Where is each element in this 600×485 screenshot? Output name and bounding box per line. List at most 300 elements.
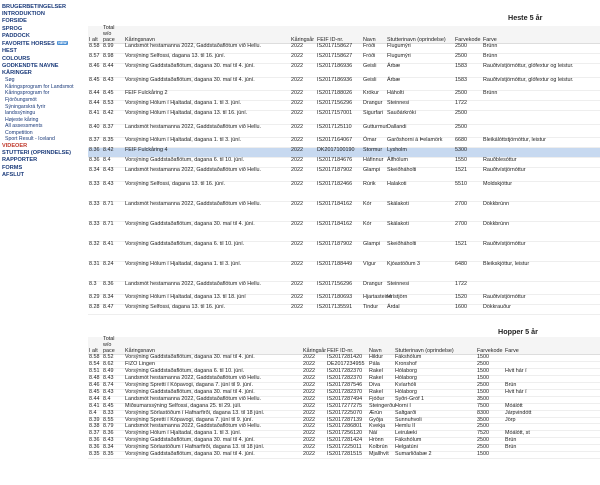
sidebar-item-label: FORMS [2,164,23,171]
table-cell: Hólaborg [394,376,476,383]
table-cell: Geisli [362,64,386,78]
table-cell: Landsmót hestamanna 2022, Gaddstaðaflötum við Hellu. [124,376,302,383]
hopper-table [88,337,600,459]
table-cell: 2022 [302,383,326,390]
table-cell: FEIF Fulckåring 4 [124,148,290,158]
table-cell: 8.31 [88,261,102,281]
sidebar-item-23[interactable] [0,165,82,172]
table-cell: Gyðja [368,417,394,424]
table-cell: IS2017287494 [326,396,368,403]
table-cell: 8.41 [88,111,102,125]
table-cell: Landsmót hestamanna 2022, Gaddstaðaflötum við Hellu. [124,396,302,403]
table-cell: 2700 [454,201,482,221]
table-cell: Drangur [362,101,386,111]
table-cell: 8.55 [102,417,124,424]
table-cell: 3500 [476,417,504,424]
table-cell: 1521 [454,168,482,182]
table-cell: 2500 [476,438,504,445]
table-cell: Hólaborg [394,389,476,396]
sidebar-item-0[interactable] [0,4,82,11]
sidebar-item-5[interactable] [0,40,82,48]
table-cell: 2022 [290,221,316,241]
table-cell: Vorsýning Sörlastöðum í Hafnarfirði, dagana 13. til 18 júní. [124,410,302,417]
table-cell: IS2017182466 [316,181,362,201]
table-cell: 8.47 [102,305,124,315]
table-cell: DE2017234955 [326,362,368,369]
table-cell: IS2017184162 [316,221,362,241]
column-header[interactable]: Total w/o pace [102,26,124,44]
table-cell: Álfhólum [386,158,454,168]
table-cell: FEIF Fulckåring 2 [124,91,290,101]
table-row[interactable] [88,91,600,101]
table-cell: Kjóastöðum 3 [386,261,454,281]
table-cell: 8.51 [88,369,102,376]
table-row[interactable] [88,452,600,459]
table-cell: Ærún [368,410,394,417]
table-cell: Skeiðháholti [386,168,454,182]
sidebar-item-1[interactable] [0,11,82,18]
table-cell: IS2017256120 [326,431,368,438]
table-cell: 8.57 [88,54,102,64]
table-cell: Vorsýning Hólum í Hjaltadal, dagana 13. til 16. júní. [124,111,290,125]
table-cell: IS2017287139 [326,417,368,424]
column-header[interactable]: FEIF ID-nr. [326,337,368,355]
sidebar-item-label: Competition [5,129,33,136]
table-cell: 2022 [290,261,316,281]
table-cell: Vorsýning Selfossi, dagana 13. til 16. júní. [124,181,290,201]
heste-table [88,26,600,315]
sidebar-item-label: Kåringsprogram for [5,90,50,97]
table-cell: Drangur [362,281,386,295]
table-cell: Rauðtvístjörnóttur, glófextur og leistur. [482,64,600,78]
sidebar-item-label: HEST [2,48,17,55]
table-cell: 2022 [302,396,326,403]
sidebar-item-18[interactable] [0,130,82,137]
table-cell: IS2017225070 [326,410,368,417]
table-cell: Kolbrún [368,445,394,452]
table-cell: Hrönn [368,438,394,445]
column-header[interactable]: Farve [482,26,600,44]
table-cell: IS2017186936 [316,77,362,91]
table-cell: 2022 [290,54,316,64]
table-cell: Vorsýning Hólum í Hjaltadal, dagana 1. til 3. júní. [124,101,290,111]
table-cell: 2022 [290,138,316,148]
table-cell: 8.71 [102,201,124,221]
table-cell: Fjóður [368,396,394,403]
sidebar-item-12[interactable] [0,90,82,97]
table-cell: 8.46 [88,64,102,78]
table-cell: Halakoti [386,181,454,201]
table-cell: 2022 [290,281,316,295]
table-cell: Kvíarhóli [394,383,476,390]
table-cell: 8.48 [88,376,102,383]
table-cell: Landsmót hestamanna 2022, Gaddstaðaflötum við Hellu. [124,281,290,295]
table-cell: Glampi [362,168,386,182]
sidebar-item-label: RAPPORTER [2,157,38,164]
table-cell: 8.42 [102,148,124,158]
table-cell: 2022 [302,369,326,376]
table-cell: 8.41 [102,241,124,261]
table-cell: IS2017282370 [326,369,368,376]
table-cell: 8.43 [102,389,124,396]
table-cell: Pála [368,362,394,369]
table-cell: Hrístjörn [386,295,454,305]
table-cell: 8.53 [102,101,124,111]
table-cell: Vorsýning Hólum í Hjaltadal, dagana 13. til 18. júní [124,295,290,305]
table-row[interactable] [88,241,600,261]
table-cell: Vorsýning Spretti í Kópavogi, dagana 7. júní til 9. júní. [124,417,302,424]
sidebar-item-10[interactable] [0,77,82,84]
table-cell: 8.36 [88,438,102,445]
table-cell: Sumarliðabæ 2 [394,452,476,459]
table-cell: 8.36 [88,148,102,158]
table-cell: Brún [504,383,600,390]
table-cell: Skálakoti [386,201,454,221]
table-cell: Skeiðháholti [386,241,454,261]
table-cell: IS2017187902 [316,168,362,182]
table-cell: IS2017158627 [316,54,362,64]
sidebar-item-label: VIDEOER [2,143,28,150]
table-cell: Miðsumarssýning Selfossi, dagana 25. til 29. júlí. [124,403,302,410]
table-cell: IS2017287546 [326,383,368,390]
table-cell: 2022 [290,124,316,138]
table-cell [482,281,600,295]
table-cell: Rauðtvístjörnóttur [482,295,600,305]
table-cell: 2022 [302,403,326,410]
table-cell: Ómar [362,138,386,148]
table-row[interactable] [88,111,600,125]
sidebar-item-22[interactable] [0,157,82,164]
table-cell: Vorsýning Gaddstaðaflötum, dagana 6. til 10. júní. [124,241,290,261]
table-cell: Móálótt [504,403,600,410]
table-cell: 2500 [476,424,504,431]
table-cell: Landsmót hestamanna 2022, Gaddstaðaflötum við Hellu. [124,424,302,431]
table-row[interactable] [88,410,600,417]
table-cell: 8.37 [88,431,102,438]
column-header[interactable]: Navn [368,337,394,355]
table-cell: Kvekja [368,424,394,431]
table-cell: 2022 [290,295,316,305]
table-cell: Hvit hár í [504,389,600,396]
sidebar-item-6[interactable] [0,48,82,55]
sidebar-item-label: STUTTERI (OPRINDELSE) [2,150,71,157]
table-cell: Steingerður [369,402,397,409]
table-cell: Bleikálóttstjörnóttur, leistur [482,138,600,148]
sidebar-item-20[interactable] [0,143,82,150]
table-row[interactable] [88,181,600,201]
sidebar-item-13[interactable] [0,97,82,104]
table-cell: Sigurfari [362,111,386,125]
table-cell: 2022 [290,158,316,168]
table-cell: IS2017281424 [326,438,368,445]
sidebar-item-8[interactable] [0,63,82,70]
table-cell: DK2017100190 [316,148,362,158]
table-cell: Leirulæki [394,431,476,438]
table-cell: 2022 [302,362,326,369]
table-cell: IS2017156296 [316,281,362,295]
table-cell: Landsmót hestamanna 2022, Gaddstaðaflötum við Hellu. [124,168,290,182]
table-cell: 2022 [290,77,316,91]
table-cell: 2022 [290,64,316,78]
table-cell [504,376,600,383]
column-header[interactable]: Kåringsår [290,26,316,44]
sidebar-item-17[interactable] [0,123,82,130]
table-cell: Rakel [368,389,394,396]
table-cell: IS2017281515 [326,452,368,459]
sidebar-item-16[interactable] [0,117,82,124]
table-cell: Glampi [362,241,386,261]
table-cell: 8.33 [102,410,124,417]
table-cell: 8.35 [102,138,124,148]
table-cell: 1500 [476,369,504,376]
column-header[interactable]: Kåringsnavn [124,26,290,44]
table-cell: Landsmót hestamanna 2022, Gaddstaðaflötum við Hellu. [124,201,290,221]
table-cell: 8.36 [88,158,102,168]
table-cell: 8.4 [88,410,102,417]
table-cell: Rúrik [362,181,386,201]
table-cell: Dökkbrúnn [482,221,600,241]
table-cell: Árbæ [386,77,454,91]
table-cell: 2022 [302,452,326,459]
table-cell: 1600 [454,305,482,315]
table-cell: Brúnn [482,91,600,101]
table-cell: 2022 [290,241,316,261]
table-cell: Vorsýning Selfossi, dagana 13. til 16. júní. [124,305,290,315]
table-cell: IS2017188026 [316,91,362,101]
sidebar-item-21[interactable] [0,150,82,157]
table-cell: Dökkrauður [482,305,600,315]
table-cell: 8.34 [102,295,124,305]
table-cell: 8.24 [102,261,124,281]
table-cell: 8.45 [88,77,102,91]
table-cell: Hjartasteinn [362,295,386,305]
table-cell: IS2017281420 [326,355,368,362]
table-cell: Brúnn [482,54,600,64]
table-cell: 1722 [454,101,482,111]
sidebar-item-7[interactable] [0,56,82,63]
sidebar-item-19[interactable] [0,136,82,143]
table-cell: 8.98 [102,54,124,64]
table-cell: Fróði [362,54,386,64]
column-header[interactable]: Navn [362,26,386,44]
table-cell: 2500 [454,54,482,64]
table-cell: 8.44 [88,396,102,403]
hopper-title: Hopper 5 år [498,327,538,336]
table-cell: 8.38 [88,424,102,431]
table-cell: Skálakoti [386,221,454,241]
table-cell: 1583 [454,77,482,91]
table-cell: Helgatúni [394,445,476,452]
table-cell: FIZO Lingen [124,362,302,369]
table-row[interactable] [88,168,600,182]
table-cell: 2022 [290,305,316,315]
table-cell: Sauðárkróki [386,111,454,125]
table-cell: IS2017164067 [316,138,362,148]
column-header[interactable]: Farvekode [454,26,482,44]
sidebar-item-label: Sýningarskrá fyrir [5,103,46,110]
table-cell: 8.43 [102,376,124,383]
table-cell: Rauðtvístjörnóttur, glófextur og leistur. [482,77,600,91]
column-header[interactable]: Kåringsnavn [124,337,302,355]
table-row[interactable] [88,305,600,315]
table-cell: 1722 [454,281,482,295]
table-cell: Vorsýning Sörlastöðum í Hafnarfirði, dagana 13. til 18 júní. [124,445,302,452]
table-cell: Dallandi [386,124,454,138]
column-header[interactable]: Stutterinavn (oprindelse) [394,337,476,355]
table-cell: 5300 [454,148,482,158]
table-cell: 8.34 [102,445,124,452]
table-cell: IS2017282370 [326,389,368,396]
sidebar-item-2[interactable] [0,18,82,25]
table-cell: Kronshof [394,362,476,369]
column-header[interactable]: Total w/o pace [102,337,124,355]
table-cell: Vorsýning Gaddstaðaflötum, dagana 30. maí til 4. júní. [124,452,302,459]
table-cell: Lysholm [386,148,454,158]
column-header[interactable]: Stutterinavn (oprindelse) [386,26,454,44]
table-cell: Stormur [362,148,386,158]
table-row[interactable] [88,261,600,281]
table-cell: 1500 [476,376,504,383]
table-cell: 8.36 [102,431,124,438]
table-cell: 8.49 [102,369,124,376]
table-cell: 8.43 [102,168,124,182]
sidebar-item-label: Fjórðungsmót [5,96,37,103]
table-row[interactable] [88,124,600,138]
table-cell: Syðri-Gróf 1 [394,396,476,403]
column-header[interactable]: Kåringsår [302,337,326,355]
table-cell: 8.3 [88,281,102,295]
table-cell: 8.71 [102,221,124,241]
table-cell: 2022 [290,181,316,201]
table-cell: 8.33 [88,201,102,221]
table-cell: Árdal [386,305,454,315]
column-header[interactable]: FEIF ID-nr. [316,26,362,44]
table-cell: 8.79 [102,424,124,431]
sidebar-item-label: Søg [5,77,15,84]
table-cell: 6480 [454,261,482,281]
table-cell: 8.74 [102,383,124,390]
table-row[interactable] [88,101,600,111]
table-cell: Rauðtvístjörnóttur [482,168,600,182]
sidebar-item-15[interactable] [0,110,82,117]
sidebar-nav [0,0,82,485]
sidebar-item-label: FORSIDE [2,18,27,25]
table-row[interactable] [88,281,600,295]
table-cell: Vorsýning Gaddstaðaflötum, dagana 30. maí til 4. júní. [124,77,290,91]
table-cell: 8.37 [88,138,102,148]
sidebar-item-9[interactable] [0,70,82,77]
table-cell: 8.54 [88,362,102,369]
table-cell: 1500 [476,452,504,459]
sidebar-item-4[interactable] [0,33,82,40]
table-cell: 8300 [476,410,504,417]
sidebar-item-label: INTRODUKTION [2,11,45,18]
table-cell: Fróði [362,44,386,54]
table-cell: 2022 [302,389,326,396]
table-cell: 8.33 [88,181,102,201]
table-cell: Vorsýning Gaddstaðaflötum, dagana 30. maí til 4. júní. [124,438,302,445]
table-cell: Hildur [368,355,394,362]
table-row[interactable] [88,44,600,54]
table-cell: 8.52 [102,355,124,362]
table-cell: Vorsýning Gaddstaðaflötum, dagana 30. maí til 4. júní. [124,221,290,241]
table-cell: 8.29 [88,295,102,305]
table-cell: 1520 [454,295,482,305]
table-cell: Vorsýning Spretti í Kópavogi, dagana 7. júní til 9. júní. [124,383,302,390]
table-cell: 7520 [476,431,504,438]
sidebar-item-14[interactable] [0,104,82,111]
table-cell: Brún [504,445,600,452]
table-cell: Járpvindótt [504,410,600,417]
sidebar-item-label: Sport Result - Iceland [5,136,55,143]
table-cell: 2022 [302,438,326,445]
sidebar-item-3[interactable] [0,26,82,33]
sidebar-item-label: FAVORITE HORSES [2,41,55,48]
table-row[interactable] [88,201,600,221]
table-cell: Tindur [362,305,386,315]
table-cell: Rauðtvístjörnóttur [482,241,600,261]
sidebar-item-24[interactable] [0,172,82,179]
table-header-row [88,337,600,355]
table-cell: Vorsýning Hólum í Hjaltadal, dagana 1. til 3. júní. [124,138,290,148]
table-cell: 6680 [454,138,482,148]
table-cell: Krókur [362,91,386,101]
table-cell: Horni I [394,403,476,410]
table-cell: Rakel [368,376,394,383]
sidebar-item-label: GODKENDTE NAVNE [2,62,59,69]
table-cell: 8.44 [88,91,102,101]
table-cell: 2022 [302,355,326,362]
table-header-row [88,26,600,44]
table-cell: IS2017156296 [316,101,362,111]
column-header[interactable]: Farve [504,337,600,355]
column-header[interactable]: Farvekode [476,337,504,355]
sidebar-item-label: Højeste kåring [5,116,39,123]
table-cell: Garðshorni á Þelamörk [386,138,454,148]
table-cell: Háholti [386,91,454,101]
column-header[interactable]: I alt [88,337,102,355]
table-cell: Flugumýri [386,54,454,64]
table-cell: Vorsýning Hólum í Hjaltadal, dagana 1. til 3. júní. [124,261,290,281]
table-cell: Sunnuhvoli [394,417,476,424]
table-cell: 1521 [454,241,482,261]
sidebar-item-label: COLOURS [2,55,30,62]
table-cell: 8.58 [88,44,102,54]
column-header[interactable]: I alt [88,26,102,44]
table-cell: Vígur [362,261,386,281]
table-cell: IS2017186936 [316,64,362,78]
table-cell: Moldskjóttur [482,181,600,201]
table-row[interactable] [88,64,600,78]
table-cell: Vorsýning Gaddstaðaflötum, dagana 30. maí til 4. júní. [124,64,290,78]
table-row[interactable] [88,221,600,241]
table-cell: Brúnn [482,44,600,54]
table-cell: 8.35 [88,452,102,459]
table-cell [482,101,600,111]
table-cell: 8.45 [102,403,124,410]
table-cell: Fákshólum [394,355,476,362]
table-row[interactable] [88,295,600,305]
table-cell: IS2017157001 [316,111,362,125]
table-cell: 2022 [290,168,316,182]
table-cell: IS2017135591 [316,305,362,315]
table-row[interactable] [88,77,600,91]
table-cell: 7500 [476,403,504,410]
table-cell: Landsmót hestamanna 2022, Gaddstaðaflötum við Hellu. [124,124,290,138]
table-cell: IS2017286801 [326,424,368,431]
table-cell: 8.41 [88,403,102,410]
sidebar-item-label: KÅRINGER [2,69,32,76]
